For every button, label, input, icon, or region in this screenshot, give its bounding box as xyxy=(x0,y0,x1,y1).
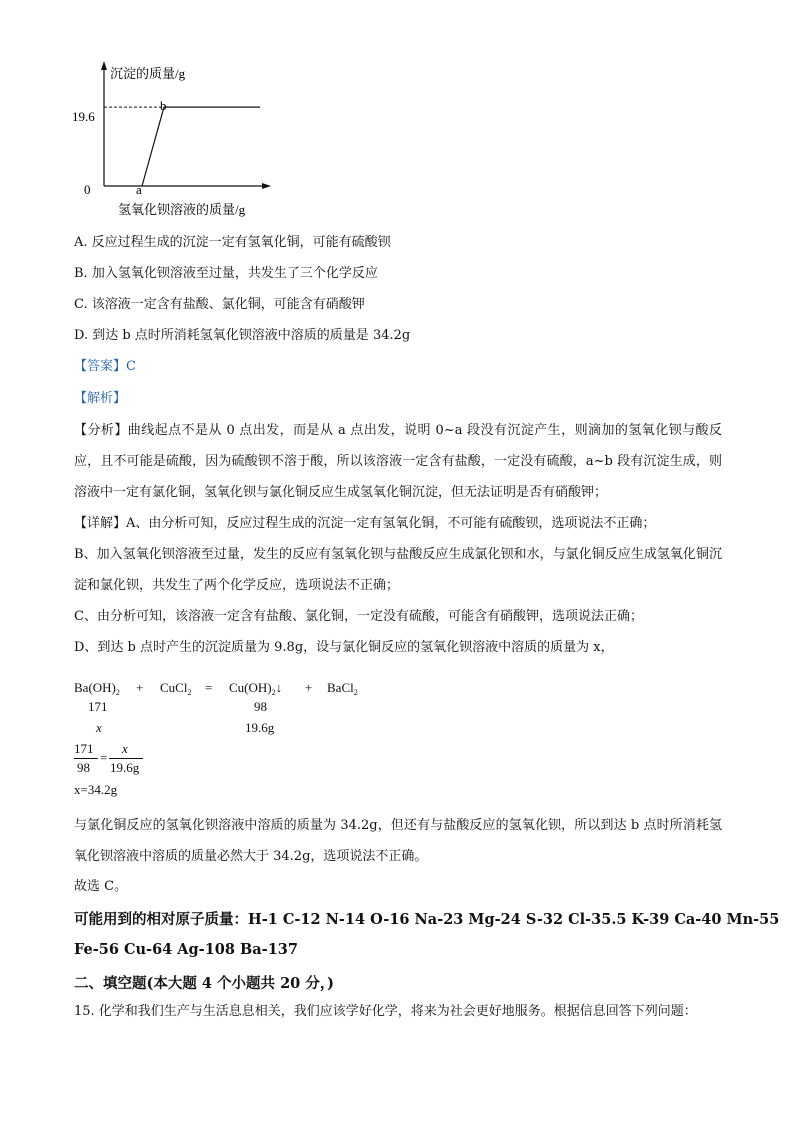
y-axis-label: 沉淀的质量/g xyxy=(110,66,186,81)
detail-c: C、由分析可知，该溶液一定含有盐酸、氯化铜，一定没有硫酸，可能含有硝酸钾，选项说法正确； xyxy=(74,609,643,624)
detail-d: D、到达 b 点时产生的沉淀质量为 9.8g，设与氯化铜反应的氢氧化钡溶液中溶质的质量为 x， xyxy=(74,640,614,655)
question-15: 15. 化学和我们生产与生活息息相关，我们应该学好化学，将来为社会更好地服务。根据信息回答下列问题： xyxy=(74,1004,697,1019)
reactant-cucl2: CuCl$_2$ xyxy=(160,680,192,697)
analysis-heading xyxy=(74,390,126,408)
product-cuoh2: $Cu(OH)_2↓$ xyxy=(229,680,283,697)
molar-mass-98: 98 xyxy=(254,699,267,714)
x-axis-arrow xyxy=(262,183,271,189)
analysis-label: 【解析】 xyxy=(74,391,127,406)
option-a: A. 反应过程生成的沉淀一定有氢氧化铜，可能有硫酸钡 xyxy=(74,235,391,250)
plus-2: + xyxy=(305,680,313,695)
answer-label: 【答案】 xyxy=(74,359,127,374)
fraction-2-numerator: x xyxy=(122,741,128,756)
equals-sign: = xyxy=(205,680,213,695)
final-choice: 故选 C。 xyxy=(74,879,128,894)
precipitate-chart xyxy=(60,58,290,223)
xiangjie-label: 【详解】 xyxy=(74,516,127,531)
atomic-masses-line-1: 可能用到的相对原子质量：H-1 C-12 N-14 O-16 Na-23 Mg-24 S-32 Cl-35.5 K-39 Ca-40 Mn-55 xyxy=(74,911,780,928)
precipitate-curve xyxy=(142,107,260,186)
product-bacl2: BaCl$_2$ xyxy=(327,680,358,697)
point-b-label: b xyxy=(160,98,167,113)
fraction-2-bar xyxy=(109,758,143,759)
molar-mass-171: 171 xyxy=(88,699,108,714)
answer-row xyxy=(74,358,136,376)
reactant-baoh2: $Ba(OH)_2$ xyxy=(74,680,120,697)
detail-a xyxy=(74,508,722,539)
section-title: 二、填空题(本大题 4 个小题共 20 分，) xyxy=(74,975,334,992)
y-axis-arrow xyxy=(101,61,107,70)
fenxi-label: 【分析】 xyxy=(74,423,128,438)
fraction-1-bar xyxy=(74,758,98,759)
option-b: B. 加入氢氧化钡溶液至过量，共发生了三个化学反应 xyxy=(74,266,378,281)
atomic-masses-line-2: Fe-56 Cu-64 Ag-108 Ba-137 xyxy=(74,941,298,958)
plus-1: + xyxy=(136,680,144,695)
answer-value: C xyxy=(126,359,136,374)
fraction-equals: = xyxy=(100,750,108,765)
detail-a-text: A、由分析可知，反应过程生成的沉淀一定有氢氧化铜，不可能有硫酸钡，选项说法不正确； xyxy=(126,516,656,531)
y-tick-label: 19.6 xyxy=(72,109,95,124)
fraction-1-numerator: 171 xyxy=(74,741,94,756)
conclusion: 与氯化铜反应的氢氧化钡溶液中溶质的质量为 34.2g，但还有与盐酸反应的氢氧化钡，所以到达 b 点时所消耗氢氧化钡溶液中溶质的质量必然大于 34.2g，选项说法不正确。 xyxy=(74,818,722,864)
analysis-paragraph xyxy=(74,415,722,508)
origin-label: 0 xyxy=(84,182,91,197)
fraction-2-denominator: 19.6g xyxy=(110,760,140,775)
option-c: C. 该溶液一定含有盐酸、氯化铜，可能含有硝酸钾 xyxy=(74,297,365,312)
equation-result: x=34.2g xyxy=(74,782,118,797)
fraction-1-denominator: 98 xyxy=(77,760,90,775)
x-axis-label: 氢氧化钡溶液的质量/g xyxy=(118,202,246,217)
unknown-x: x xyxy=(96,720,102,735)
precipitate-mass: 19.6g xyxy=(245,720,275,735)
point-a-label: a xyxy=(136,182,142,197)
option-d: D. 到达 b 点时所消耗氢氧化钡溶液中溶质的质量是 34.2g xyxy=(74,328,411,343)
detail-b: B、加入氢氧化钡溶液至过量，发生的反应有氢氧化钡与盐酸反应生成氯化钡和水，与氯化铜反应生成氢氧化铜沉淀和氯化钡，共发生了两个化学反应，选项说法不正确； xyxy=(74,547,722,593)
fenxi-text: 曲线起点不是从 0 点出发，而是从 a 点出发，说明 0~a 段没有沉淀产生，则滴加的氢氧化钡与酸反应，且不可能是硫酸，因为硫酸钡不溶于酸，所以该溶液一定含有盐酸，一定没有硫酸，a~b 段有沉淀生成，则溶液中一定有氯化铜，氢氧化钡与氯化铜反应生成氢氧化铜沉淀，但无法证明是否有硝酸钾； xyxy=(74,423,722,500)
